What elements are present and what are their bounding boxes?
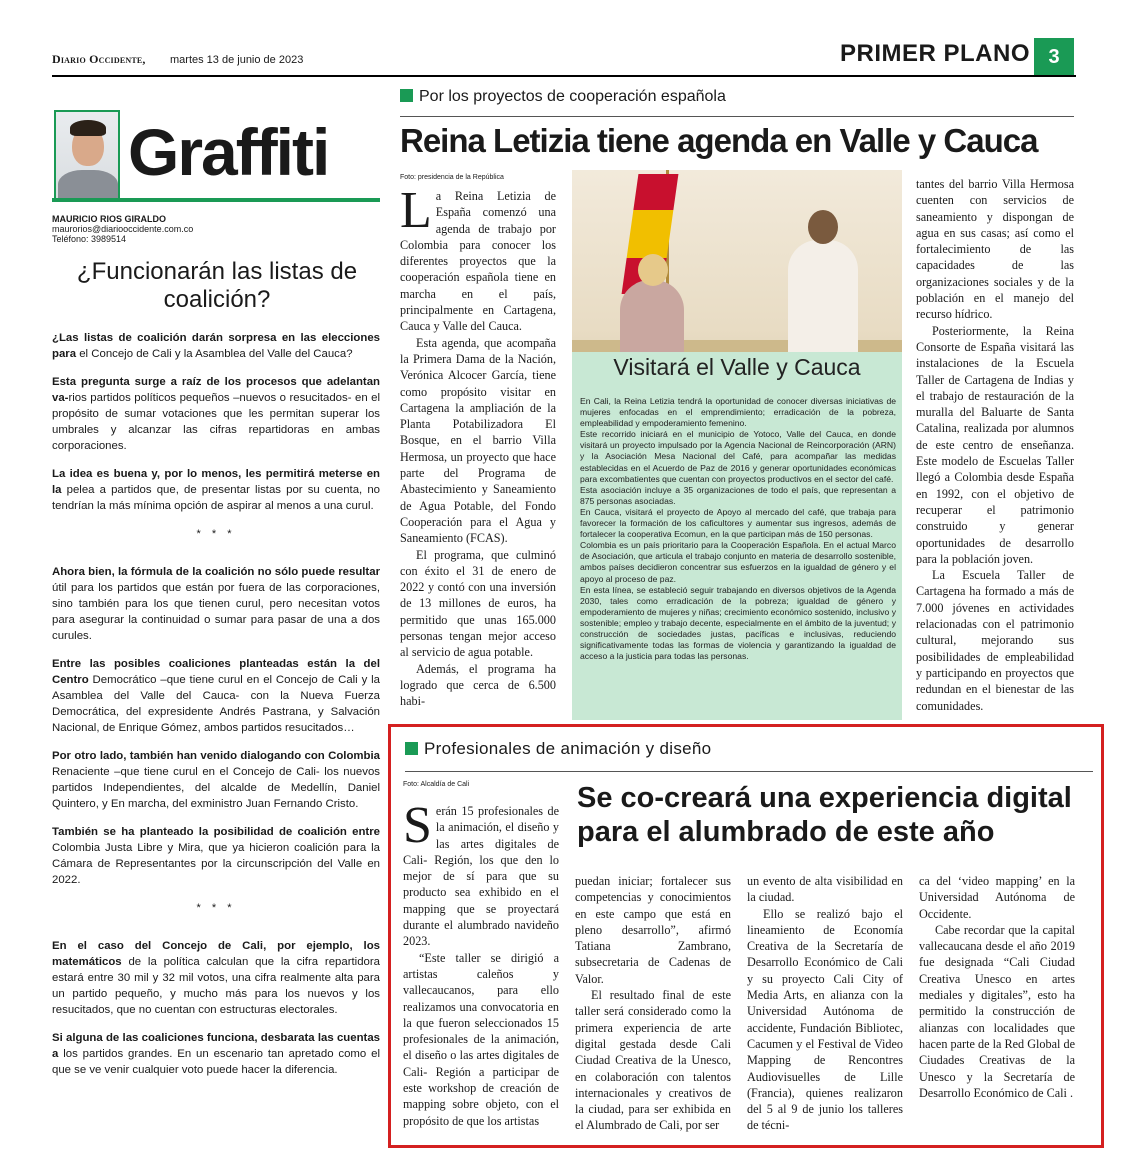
column-paragraph: Esta pregunta surge a raíz de los procesos que adelantan va-rios partidos políticos pequeños –nuevos o resucitados- en el propósito de sumar votaciones que les permitan superar los umbrales y alcanzar las cifras repartidoras en ambas corporaciones.: [52, 376, 380, 452]
column-paragraph: Por otro lado, también han venido dialogando con Colombia Renaciente –que tiene curul en el Concejo de Cali- los nuevos partidos Independientes, del alcalde de Medellín, Daniel Quintero, y En marcha, del exministro Juan Fernando Cristo.: [52, 750, 380, 810]
sidebar-title: Visitará el Valle y Cauca: [613, 354, 861, 380]
article-paragraph: Además, el programa ha logrado que cerca de 6.500 habi-: [400, 661, 556, 709]
graffiti-column: [52, 108, 382, 1128]
drop-cap: S: [403, 797, 432, 854]
column-paragraph: Entre las posibles coaliciones planteadas están la del Centro Democrático –que tiene curul en el Concejo de Cali y la Asamblea del Valle del Cauca- con la Nueva Fuerza Democrática, del expresidente Andrés Pastrana, y Salvación Nacional, de Enrique Gómez, ambos partidos resucitados…: [52, 658, 380, 734]
article-paragraph: tantes del barrio Villa Hermosa cuenten con servicios de saneamiento y dispongan de agua en sus casas; así como el fortalecimiento de las capacidades de las organizaciones sociales y de la población en el manejo del recurso hídrico.: [916, 177, 1074, 322]
article-paragraph: puedan iniciar; fortalecer sus competencias y conocimientos en este campo que está en pleno desarrollo”, afirmó Tatiana Zambrano, subsecretaria de Cadenas de Valor.: [575, 874, 731, 986]
article-column-3: [747, 873, 903, 1134]
column-paragraph: En el caso del Concejo de Cali, por ejemplo, los matemáticos de la política calculan que la cifra repartidora estará entre 30 mil y 32 mil votos, una cifra realmente alta para un partido pequeño, y mucho más para los nuevos y los resucitados, que no cuentan con estructuras electorales.: [52, 940, 380, 1016]
column-paragraph: ¿Las listas de coalición darán sorpresa en las elecciones para el Concejo de Cali y la Asamblea del Valle del Cauca?: [52, 332, 380, 360]
article-kicker: Profesionales de animación y diseño: [405, 739, 711, 759]
author-email[interactable]: maurorios@diariooccidente.com.co: [52, 224, 194, 234]
photo-credit: Foto: presidencia de la República: [400, 174, 504, 181]
framed-article: [388, 724, 1104, 1148]
section-title: PRIMER PLANO: [839, 40, 1030, 67]
author-photo: [54, 110, 120, 200]
article-paragraph: El resultado final de este taller será considerado como la primera experiencia de arte digital gestada desde Cali Ciudad Creativa de la Unesco, en colaboración con talentos internacionales y creativos de la ciudad, para ser exhibida en el Alumbrado de Cali, por ser: [575, 988, 731, 1133]
author-name: MAURICIO RIOS GIRALDO: [52, 214, 166, 224]
newspaper-name: Diario Occidente,: [52, 52, 146, 66]
article-paragraph: “Este taller se dirigió a artistas caleños y vallecaucanos, para ello realizamos una convocatoria en la que fueron seleccionados 15 profesionales de la animación, el diseño o las artes digitales de Cali- Región a participar de este workshop de creación de mapping sobre objeto, con el propósito de que los artistas: [403, 950, 559, 1128]
sidebar-paragraph: Este recorrido iniciará en el municipio de Yotoco, Valle del Cauca, en donde visitará un proyecto impulsado por la Agencia Nacional de Reincorporación (ARN) y la Asociación Mesa Nacional del Café, para acompañar las medidas establecidas en el Acuerdo de Paz de 2016 y generar oportunidades económicas para excombatientes que cuentan con proyectos productivos en el sector del café.: [580, 429, 896, 484]
section-divider: * * *: [196, 528, 236, 540]
section-divider: * * *: [196, 902, 236, 914]
article-kicker: Por los proyectos de cooperación española: [400, 88, 726, 106]
article-paragraph: Esta agenda, que acompaña la Primera Dama de la Nación, Verónica Alcocer García, tiene como propósito visitar en Cartagena la ampliación de la Planta Potabilizadora El Bosque, en el barrio Villa Hermosa, un proyecto que hace parte del Programa de Abastecimiento y Saneamiento de Agua Potable, del Fondo Cooperación para el Agua y Saneamiento (FCAS).: [400, 335, 556, 546]
article-paragraph: La Reina Letizia de España comenzó una agenda de trabajo por Colombia para conocer los diferentes proyectos que la cooperación española tiene en marcha en el país, principalmente en Cartagena, Cauca y Valle del Cauca.: [400, 182, 556, 334]
sidebar-paragraph: En Cali, la Reina Letizia tendrá la oportunidad de conocer diversas iniciativas de mujeres enfocadas en el emprendimiento; erradicación de la pobreza, empleabilidad y empoderamiento femenino.: [580, 396, 896, 429]
article-headline: Reina Letizia tiene agenda en Valle y Cauca: [400, 122, 1038, 159]
article-headline: Se co-creará una experiencia digital para el alumbrado de este año: [577, 782, 1072, 848]
sidebar-paragraph: Esta asociación incluye a 35 organizaciones de todo el país, que representan a 875 personas asociadas.: [580, 484, 896, 506]
column-paragraph: Ahora bien, la fórmula de la coalición no sólo puede resultar útil para los partidos que están por fuera de las corporaciones, sino también para los que tienen curul, pero necesitan votos para asegurar la continuidad o sumar para pasar de una a dos curules.: [52, 566, 380, 642]
article-paragraph: La Escuela Taller de Cartagena ha formado a más de 7.000 jóvenes en actividades relacionadas con el patrimonio cultural, mejorando sus posibilidades de empleabilidad y participando en proyectos que redundan en el bienestar de las comunidades.: [916, 568, 1074, 713]
kicker-rule: [405, 771, 1093, 772]
column-body: [52, 330, 380, 1090]
kicker-rule: [400, 116, 1074, 117]
column-title: Graffiti: [128, 115, 329, 189]
kicker-square-icon: [405, 742, 418, 755]
article-column-1: [403, 797, 559, 1129]
article-paragraph: ca del ‘video mapping’ en la Universidad Autónoma de Occidente.: [919, 874, 1075, 921]
article-column-2: [575, 873, 731, 1134]
author-phone: Teléfono: 3989514: [52, 234, 127, 244]
article-paragraph: Posteriormente, la Reina Consorte de España visitará las instalaciones de la Escuela Taller de Cartagena de Indias y el trabajo de restauración de la muralla del Baluarte de Santa Catalina, realizada por alumnos de este centro de enseñanza. Este modelo de Escuelas Taller llegó a Colombia desde España en 1992, con el objetivo de recuperar el patrimonio construido y generar oportunidades de desarrollo para la población joven.: [916, 323, 1074, 566]
page-header: [52, 38, 1076, 78]
drop-cap: L: [400, 182, 432, 239]
column-title-rule: [52, 198, 380, 202]
sidebar-paragraph: En Cauca, visitará el proyecto de Apoyo al mercado del café, que trabaja para favorecer la formación de los caficultores y aumentar sus ingresos, además de fortalecer la cooperativa Ecomun, en la que participan más de 150 personas.: [580, 506, 896, 540]
article-paragraph: El programa, que culminó con éxito el 31 de enero de 2022 y contó con una inversión de 13 millones de euros, ha permitido que unas 165.000 personas tengan mejor acceso al servicio de agua potable.: [400, 547, 556, 660]
column-headline: ¿Funcionarán las listas de coalición?: [76, 258, 358, 313]
article-paragraph: Ello se realizó bajo el lineamiento de Economía Creativa de la Secretaría de Desarrollo Económico de Cali y su proyecto Cali City of Media Arts, en alianza con la Universidad Autónoma de accidente, Fundación Bibliotec, Cacumen y el Festival de Video Mapping de Rencontres Audiovisuelles de Lille (Francia), quienes realizaron del 5 al 9 de junio los talleres de técni-: [747, 906, 903, 1133]
issue-date: martes 13 de junio de 2023: [170, 54, 304, 66]
sidebar-body: [580, 396, 896, 662]
sidebar-paragraph: Colombia es un país prioritario para la Cooperación Española. En el actual Marco de Asociación, que articula el trabajo conjunto en materia de desarrollo sostenible, ambos países decidieron concentrar sus esfuerzos en la igualdad de género y el apoyo al proceso de paz.: [580, 540, 896, 584]
page-number: 3: [1034, 38, 1074, 76]
article-column-1: [400, 182, 556, 710]
sidebar-box: [572, 352, 902, 720]
article-paragraph: un evento de alta visibilidad en la ciudad.: [747, 874, 903, 905]
column-paragraph: También se ha planteado la posibilidad de coalición entre Colombia Justa Libre y Mira, que ya hicieron coalición para la Cámara de Representantes por la circunscripción del Valle en 2022.: [52, 826, 380, 886]
header-rule: [52, 75, 1076, 77]
article-column-3: [916, 176, 1074, 714]
column-paragraph: Si alguna de las coaliciones funciona, desbarata las cuentas a los partidos grandes. En un escenario tan apretado como el que se ve venir cualquier voto puede hacer la diferencia.: [52, 1032, 380, 1076]
article-column-4: [919, 873, 1075, 1101]
article-paragraph: Serán 15 profesionales de la animación, el diseño y las artes digitales de Cali- Región, los que den lo mejor de sí para que su producto sea exhibido en el mapping que se proyectará durante el alumbrado navideño 2023.: [403, 797, 559, 949]
photo-credit: Foto: Alcaldía de Cali: [403, 781, 470, 788]
article-paragraph: Cabe recordar que la capital vallecaucana desde el año 2019 fue designada “Cali Ciudad Creativa Unesco en artes mediales y digitales”, esto ha permitido la construcción de alianzas con localidades que hacen parte de la Red Global de Ciudades Creativas de la Unesco y la Secretaría de Desarrollo Económico de Cali .: [919, 922, 1075, 1100]
column-paragraph: La idea es buena y, por lo menos, les permitirá meterse en la pelea a partidos que, de presentar listas por su cuenta, no tendrían la más mínima opción de aspirar al menos a una curul.: [52, 468, 380, 512]
main-article: [400, 88, 1076, 720]
kicker-square-icon: [400, 89, 413, 102]
sidebar-paragraph: En esta línea, se estableció seguir trabajando en diversos objetivos de la Agenda 2030, tales como erradicación de la pobreza; igualdad de género y empoderamiento de mujeres y niñas; crecimiento económico sostenido, inclusivo y sostenible; empleo y trabajo decente, especialmente en el ámbito de la juventud; y construcción de sociedades justas, pacíficas e inclusivas, reduciendo significativamente todas las formas de violencia y garantizando la igualdad de acceso a la justicia para todas las personas.: [580, 584, 896, 662]
